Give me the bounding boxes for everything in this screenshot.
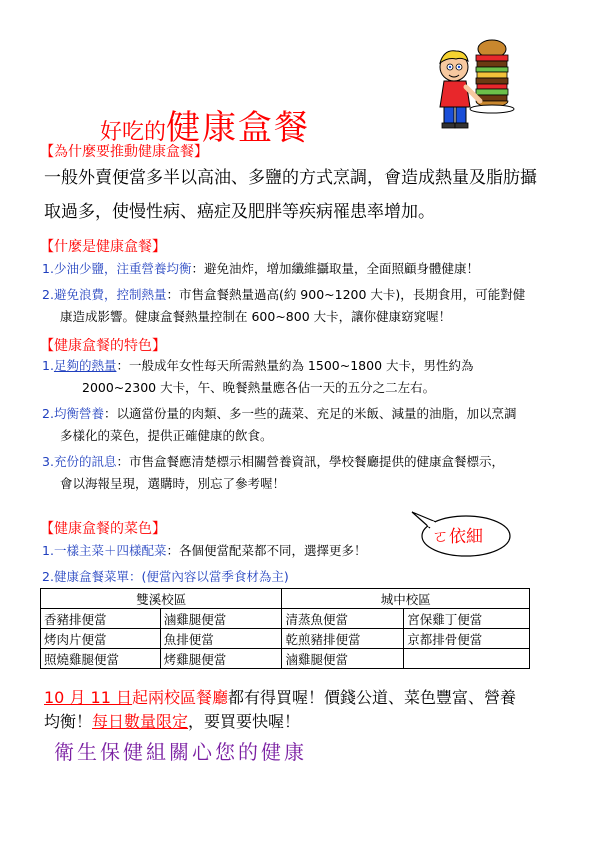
promo-line1: 都有得買喔！價錢公道、菜色豐富、營養 [228, 688, 517, 707]
list-item [42, 355, 562, 377]
item-number: 1. [42, 543, 54, 558]
item-key: 足夠的熱量 [53, 358, 117, 373]
table-cell: 滷雞腿便當 [160, 609, 282, 629]
table-header-row [41, 589, 530, 609]
item-key: 均衡營養 [53, 406, 104, 421]
item-number: 1. [42, 358, 54, 373]
promo-limited: 每日數量限定 [92, 712, 189, 731]
item-number: 3. [42, 454, 54, 469]
table-cell: 照燒雞腿便當 [41, 649, 161, 669]
item-text: ：一般成年女性每天所需熱量約為 1500~1800 大卡，男性約為 [116, 358, 474, 373]
list-item [42, 451, 562, 473]
table-cell [404, 649, 530, 669]
column-header-shuangxi: 雙溪校區 [41, 589, 282, 609]
item-number: 2. [42, 287, 54, 302]
item-key: 一樣主菜＋四樣配菜 [53, 543, 167, 558]
promo-text [44, 686, 584, 734]
section-menu-list [42, 540, 562, 588]
list-item [42, 566, 562, 588]
list-item [42, 540, 562, 562]
item-key: 避免浪費，控制熱量 [53, 287, 167, 302]
section-what-list [42, 258, 562, 328]
promo-line3: ，要買要快喔！ [188, 712, 301, 731]
item-continuation: 康造成影響。健康盒餐熱量控制在 600~800 大卡，讓你健康窈窕喔！ [60, 309, 452, 324]
table-cell: 香豬排便當 [41, 609, 161, 629]
item-number: 2. [42, 569, 54, 584]
table-cell: 宮保雞丁便當 [404, 609, 530, 629]
item-number: 2. [42, 406, 54, 421]
item-text: ：市售盒餐熱量過高(約 900~1200 大卡)，長期食用，可能對健 [166, 287, 526, 302]
table-cell: 乾煎豬排便當 [282, 629, 404, 649]
item-continuation: 會以海報呈現，選購時，別忘了參考喔！ [60, 476, 286, 491]
item-text: ：市售盒餐應清楚標示相關營養資訊，學校餐廳提供的健康盒餐標示， [116, 454, 504, 469]
item-continuation: 多樣化的菜色，提供正確健康的飲食。 [60, 428, 273, 443]
table-cell: 烤肉片便當 [41, 629, 161, 649]
paragraph-line: 取過多，使慢性病、癌症及肥胖等疾病罹患率增加。 [44, 202, 435, 222]
table-cell: 烤雞腿便當 [160, 649, 282, 669]
list-item [42, 284, 562, 306]
promo-line2: 均衡！ [44, 712, 93, 731]
boy-with-burger-stack-icon [432, 35, 527, 131]
menu-table [40, 588, 530, 669]
section-why-body [44, 161, 564, 229]
item-key: 健康盒餐菜單 [53, 569, 129, 584]
table-row [41, 629, 530, 649]
list-item [42, 258, 562, 280]
item-key: 充份的訊息 [53, 454, 117, 469]
promo-location: 起兩校區餐廳 [131, 688, 228, 707]
title-main: 健康盒餐 [166, 108, 311, 148]
section-heading-menu: 【健康盒餐的菜色】 [40, 521, 166, 537]
item-text: ：(便當內容以當季食材為主) [128, 569, 289, 584]
section-heading-what: 【什麼是健康盒餐】 [40, 239, 166, 255]
item-text: ：各個便當配菜都不同，選擇更多！ [166, 543, 367, 558]
section-features-list [42, 355, 562, 495]
table-row [41, 649, 530, 669]
table-cell: 魚排便當 [160, 629, 282, 649]
section-heading-why: 【為什麼要推動健康盒餐】 [40, 144, 208, 160]
list-item [42, 403, 562, 425]
footer-slogan: 衛生保健組關心您的健康 [54, 740, 307, 764]
column-header-chengzhong: 城中校區 [282, 589, 530, 609]
table-cell: 滷雞腿便當 [282, 649, 404, 669]
section-heading-features: 【健康盒餐的特色】 [40, 338, 166, 354]
title-prefix: 好吃的 [100, 120, 167, 145]
item-text: ：避免油炸，增加纖維攝取量，全面照顧身體健康！ [191, 261, 479, 276]
item-key: 少油少鹽，注重營養均衡 [53, 261, 192, 276]
item-text: ：以適當份量的肉類、多一些的蔬菜、充足的米飯、減量的油脂，加以烹調 [103, 406, 517, 421]
table-cell: 清蒸魚便當 [282, 609, 404, 629]
item-continuation: 2000~2300 大卡，午、晚餐熱量應各佔一天的五分之二左右。 [82, 380, 436, 395]
promo-date: 10 月 11 日 [44, 688, 132, 707]
bubble-text: ㄛ依細 [432, 527, 483, 547]
paragraph-line: 一般外賣便當多半以高油、多鹽的方式烹調，會造成熱量及脂肪攝 [44, 168, 537, 188]
table-row [41, 609, 530, 629]
item-number: 1. [42, 261, 54, 276]
table-cell: 京都排骨便當 [404, 629, 530, 649]
